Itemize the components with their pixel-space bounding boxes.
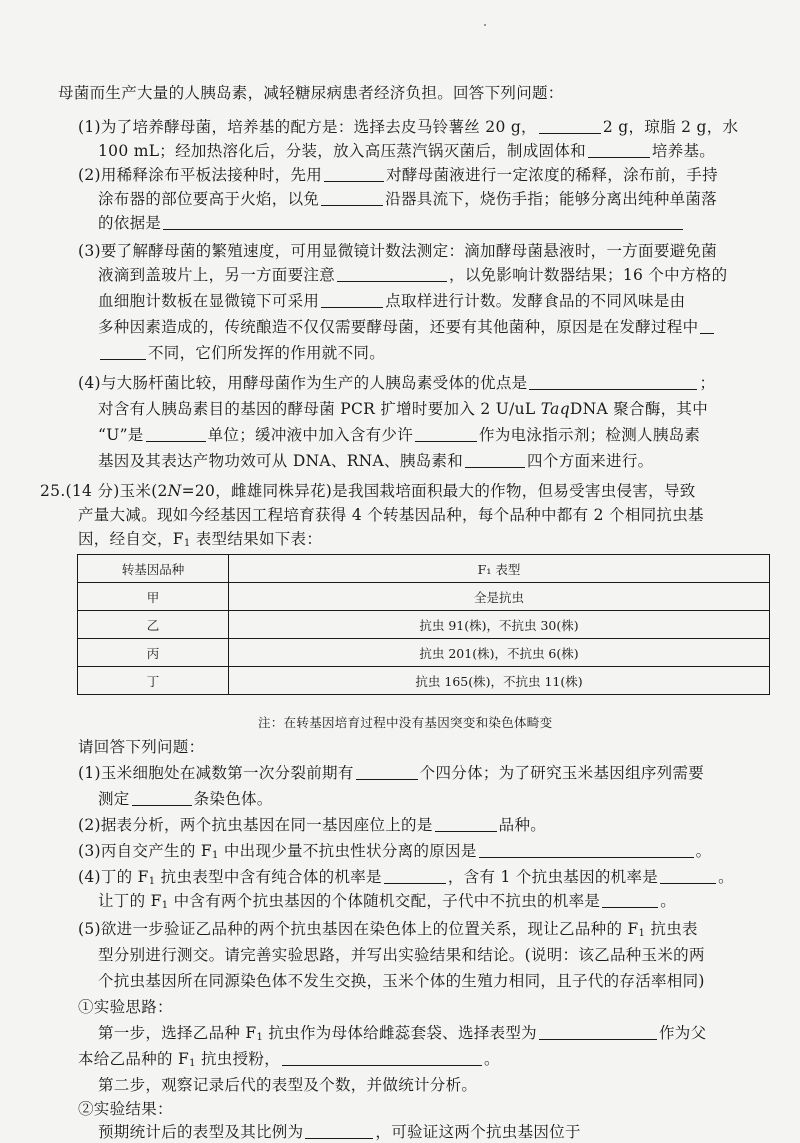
q2-line-2	[98, 188, 717, 210]
text: 四个方面来进行。	[527, 452, 654, 470]
answer-blank[interactable]	[321, 292, 383, 308]
q4-line-4	[98, 450, 653, 472]
table-header: F₁ 表型	[229, 555, 770, 583]
s1-line-1	[78, 762, 704, 784]
text: 点取样进行计数。发酵食品的不同风味是由	[385, 292, 686, 310]
text: 个四分体；为了研究玉米基因组序列需要	[419, 764, 705, 782]
text: (4)与大肠杆菌比较，用酵母菌作为生产的人胰岛素受体的优点是	[78, 374, 528, 392]
table-row	[78, 667, 770, 695]
table-row	[78, 611, 770, 639]
table-cell: 丁	[78, 667, 229, 695]
answer-blank[interactable]	[146, 426, 206, 442]
text: 对含有人胰岛素目的基因的酵母菌 PCR 扩增时要加入 2 U/uL	[98, 400, 541, 418]
table-cell: 抗虫 201(株)，不抗虫 6(株)	[229, 639, 770, 667]
text: 预期统计后的表型及其比例为	[98, 1123, 304, 1141]
table-cell: 抗虫 91(株)，不抗虫 30(株)	[229, 611, 770, 639]
subscript: 1	[183, 538, 191, 549]
text: 。	[484, 1050, 500, 1068]
text: 本给乙品种的 F	[78, 1050, 190, 1068]
text: 注：在转基因培育过程中没有基因突变和染色体畸变	[258, 715, 553, 730]
subscript: 1	[211, 850, 219, 861]
p25-line-2	[78, 504, 704, 526]
q3-line-5	[98, 342, 385, 364]
answer-blank[interactable]	[539, 118, 601, 134]
q3-line-4	[98, 316, 716, 338]
result-title	[78, 1098, 173, 1120]
q3-line-1	[78, 240, 717, 262]
s4-line-2	[98, 890, 676, 917]
text: 个抗虫基因所在同源染色体不发生交换，玉米个体的生殖力相同，且子代的存活率相同)	[98, 972, 705, 990]
answer-blank[interactable]	[324, 166, 384, 182]
text: 因，经自交，F	[78, 530, 184, 548]
answer-blank[interactable]	[660, 868, 716, 884]
subscript: 1	[256, 1032, 264, 1043]
q1-line-1	[78, 116, 738, 138]
text: ②实验结果：	[78, 1100, 173, 1118]
text: (2)用稀释涂布平板法接种时，先用	[78, 166, 323, 184]
text: 。	[695, 842, 712, 860]
text: 型分别进行测交。请完善实验思路，并写出实验结果和结论。(说明：该乙品种玉米的两	[98, 946, 705, 964]
text: 沿器具流下，烧伤手指；能够分离出纯种单菌落	[385, 190, 718, 208]
text: 2 g，琼脂 2 g，水	[602, 118, 739, 136]
text: 。	[660, 892, 677, 910]
answer-blank[interactable]	[539, 1024, 657, 1040]
answer-blank[interactable]	[356, 764, 418, 780]
table-header: 转基因品种	[78, 555, 229, 583]
text: 表型结果如下表：	[190, 530, 323, 548]
step1-line-2	[78, 1048, 500, 1075]
text: 中出现少量不抗虫性状分离的原因是	[218, 842, 477, 860]
idea-title	[78, 996, 173, 1018]
text: ①实验思路：	[78, 998, 173, 1016]
table-cell: 甲	[78, 583, 229, 611]
intro-text: 母菌而生产大量的人胰岛素，减轻糖尿病患者经济负担。回答下列问题：	[58, 84, 564, 102]
answer-blank[interactable]	[163, 214, 683, 230]
answer-blank[interactable]	[415, 426, 477, 442]
table-cell: 乙	[78, 611, 229, 639]
text: 请回答下列问题：	[78, 738, 205, 756]
answer-blank[interactable]	[337, 266, 447, 282]
text: (2)据表分析，两个抗虫基因在同一基因座位上的是	[78, 816, 433, 834]
s5-line-1	[78, 918, 698, 945]
text: 抗虫表型中含有纯合体的机率是	[155, 868, 382, 886]
text: 的依据是	[98, 214, 162, 232]
answer-blank[interactable]	[602, 892, 658, 908]
table-cell: 抗虫 165(株)，不抗虫 11(株)	[229, 667, 770, 695]
answer-blank[interactable]	[384, 868, 446, 884]
text: 培养基。	[651, 142, 716, 160]
intro-line	[58, 82, 564, 104]
results-table	[77, 554, 770, 695]
text: 血细胞计数板在显微镜下可采用	[98, 292, 320, 310]
answer-blank[interactable]	[132, 790, 192, 806]
answer-blank[interactable]	[305, 1123, 373, 1139]
text: “U”是	[98, 426, 144, 444]
table-header-row	[78, 555, 770, 583]
q4-line-3	[98, 424, 700, 446]
text: 抗虫作为母体给雌蕊套袋、选择表型为	[263, 1024, 537, 1042]
answer-blank[interactable]	[435, 816, 497, 832]
text: 对酵母菌液进行一定浓度的稀释，涂布前，手持	[386, 166, 718, 184]
subscript: 1	[161, 900, 169, 911]
s5-line-2	[98, 944, 705, 966]
table-cell: 丙	[78, 639, 229, 667]
text: 25.(14 分)玉米(2	[40, 482, 168, 500]
subscript: 1	[148, 876, 156, 887]
text: 中含有两个抗虫基因的个体随机交配，子代中不抗虫的机率是	[168, 892, 601, 910]
text: ，可验证这两个抗虫基因位于	[375, 1123, 581, 1141]
text: 测定	[98, 790, 130, 808]
text: (1)玉米细胞处在减数第一次分裂前期有	[78, 764, 354, 782]
text: 产量大减。现如今经基因工程培育获得 4 个转基因品种，每个品种中都有 2 个相同抗虫基	[78, 506, 704, 524]
answer-blank[interactable]	[479, 842, 694, 858]
s5-line-3	[98, 970, 705, 992]
text: (3)要了解酵母菌的繁殖速度，可用显微镜计数法测定：滴加酵母菌悬液时，一方面要避免菌	[78, 242, 718, 260]
answer-blank[interactable]	[529, 374, 697, 390]
table-row	[78, 583, 770, 611]
text: 多种因素造成的，传统酿造不仅仅需要酵母菌，还要有其他菌种，原因是在发酵过程中	[98, 318, 699, 336]
scan-speck	[484, 24, 486, 26]
result-line	[98, 1121, 581, 1143]
text: (3)丙自交产生的 F	[78, 842, 212, 860]
p25-line-1	[40, 480, 696, 502]
q3-line-2	[98, 264, 727, 286]
s3-line	[78, 840, 711, 867]
text: (1)为了培养酵母菌，培养基的配方是：选择去皮马铃薯丝 20 g，	[78, 118, 537, 136]
text: 条染色体。	[193, 790, 273, 808]
text: 让丁的 F	[98, 892, 162, 910]
text: DNA 聚合酶，其中	[569, 400, 709, 418]
step1-line-1	[98, 1022, 706, 1049]
text: 抗虫表	[645, 920, 698, 938]
n-italic: N	[167, 482, 182, 500]
text: 。	[718, 868, 734, 886]
q2-line-3	[98, 212, 685, 234]
text: ，以免影响计数器结果；16 个中方格的	[449, 266, 728, 284]
ask-line	[78, 736, 204, 758]
text: (4)丁的 F	[78, 868, 149, 886]
text: 品种。	[498, 816, 547, 834]
answer-blank[interactable]	[465, 452, 525, 468]
taq-italic: Taq	[540, 400, 570, 418]
p25-line-3	[78, 528, 322, 555]
text: 单位；缓冲液中加入含有少许	[207, 426, 414, 444]
text: 抗虫授粉，	[195, 1050, 280, 1068]
answer-blank[interactable]	[282, 1050, 482, 1066]
q3-line-3	[98, 290, 685, 312]
text: 基因及其表达产物功效可从 DNA、RNA、胰岛素和	[98, 452, 464, 470]
text: 液滴到盖玻片上，另一方面要注意	[98, 266, 336, 284]
subscript: 1	[638, 928, 646, 939]
q4-line-1	[78, 372, 715, 394]
s4-line-1	[78, 866, 734, 893]
text: (5)欲进一步验证乙品种的两个抗虫基因在染色体上的位置关系，现让乙品种的 F	[78, 920, 639, 938]
q2-line-1	[78, 164, 718, 186]
q4-line-2	[98, 398, 708, 420]
table-row	[78, 639, 770, 667]
text: 第一步，选择乙品种 F	[98, 1024, 257, 1042]
answer-blank[interactable]	[321, 190, 383, 206]
text: ，含有 1 个抗虫基因的机率是	[447, 868, 659, 886]
q1-line-2	[98, 140, 715, 162]
answer-blank[interactable]	[700, 318, 714, 334]
text: 第二步，观察记录后代的表型及个数，并做统计分析。	[98, 1076, 478, 1094]
text: ；	[699, 374, 716, 392]
text: 涂布器的部位要高于火焰，以免	[98, 190, 320, 208]
text: 作为父	[658, 1024, 707, 1042]
text: 作为电泳指示剂；检测人胰岛素	[479, 426, 701, 444]
answer-blank[interactable]	[588, 142, 650, 158]
text: 不同，它们所发挥的作用就不同。	[148, 344, 386, 362]
table-note	[258, 712, 552, 734]
table-cell: 全是抗虫	[229, 583, 770, 611]
step2-line	[98, 1074, 477, 1096]
text: =20，雌雄同株异花)是我国栽培面积最大的作物，但易受害虫侵害，导致	[181, 482, 696, 500]
subscript: 1	[189, 1058, 196, 1069]
answer-blank[interactable]	[100, 344, 146, 360]
s1-line-2	[98, 788, 273, 810]
s2-line	[78, 814, 546, 836]
text: 100 mL；经加热溶化后，分装，放入高压蒸汽锅灭菌后，制成固体和	[98, 142, 586, 160]
